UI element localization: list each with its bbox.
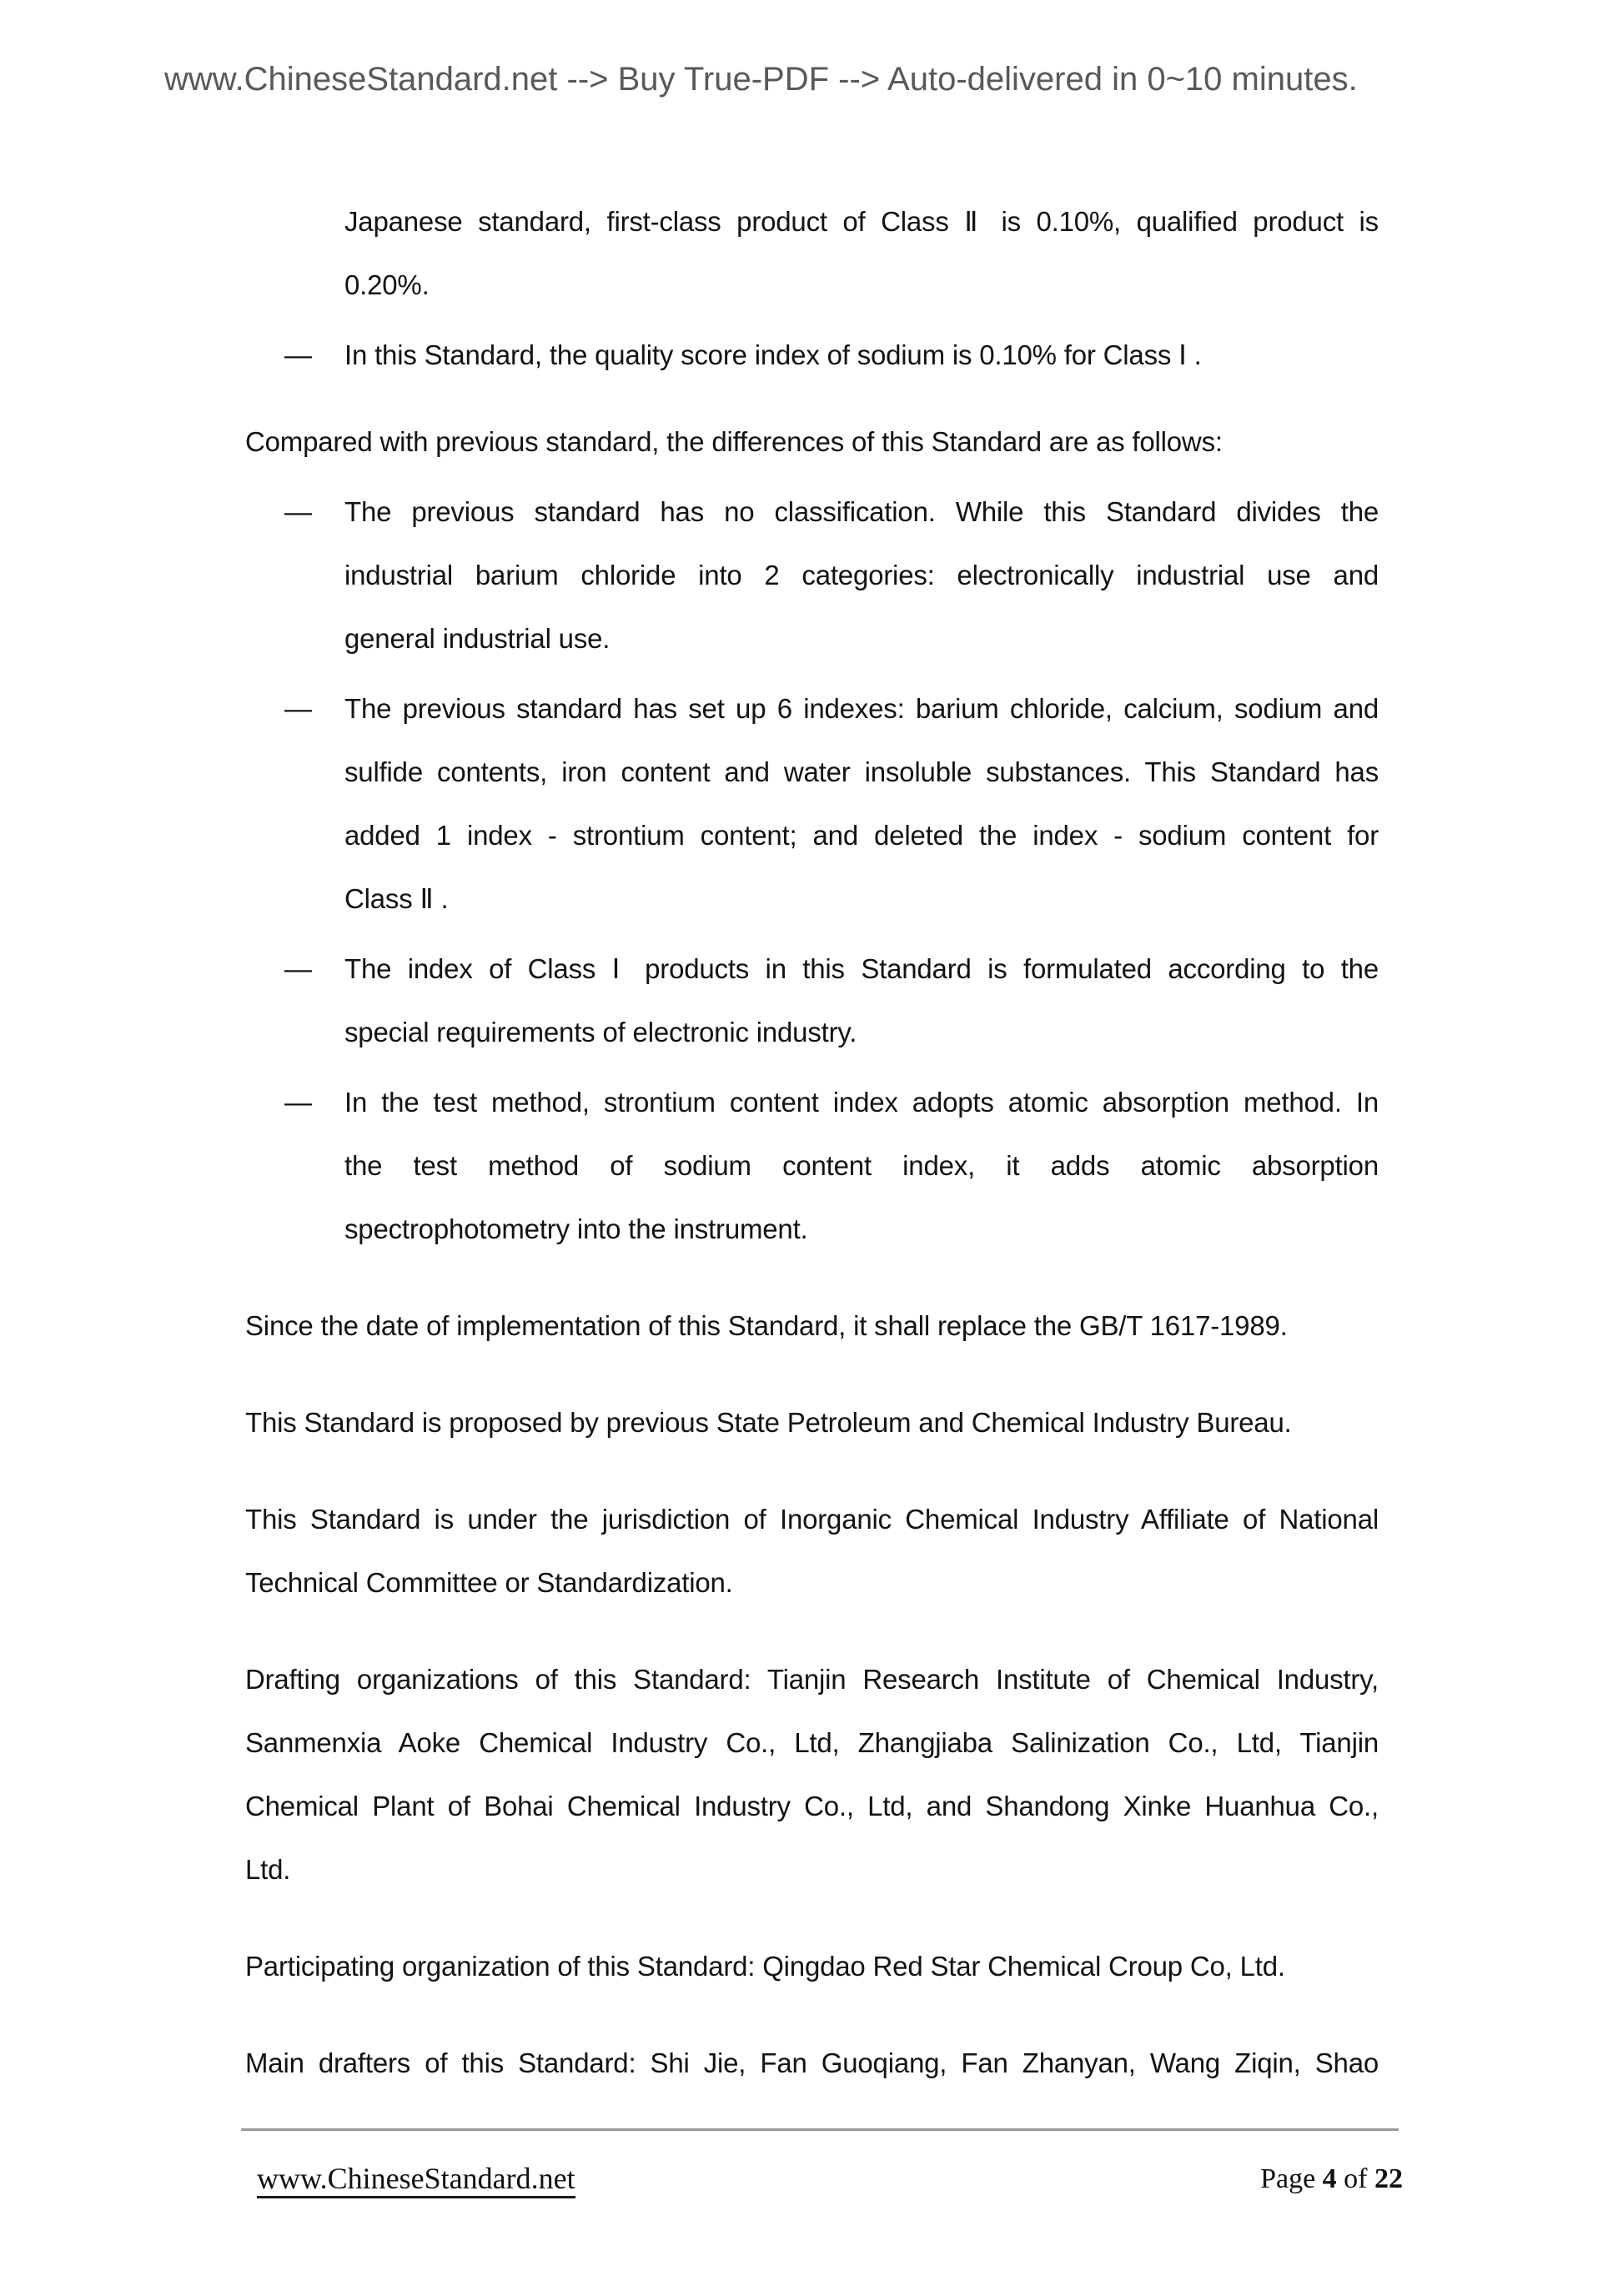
- bullet-item: [245, 677, 1379, 741]
- page-current: 4: [1322, 2163, 1337, 2194]
- text-line: In the test method, strontium content index adopts atomic absorption method. In: [344, 1087, 1379, 1118]
- footer-page-number: [1260, 2163, 1403, 2195]
- text-line: The index of Class Ⅰ products in this Standard is formulated according to the: [344, 953, 1379, 984]
- text-line: the test method of sodium content index, it adds atomic absorption: [344, 1150, 1379, 1181]
- text-line: The previous standard has set up 6 indexes: barium chloride, calcium, sodium and: [344, 693, 1379, 724]
- bullet-item: [245, 324, 1379, 387]
- text-line: added 1 index - strontium content; and deleted the index - sodium content for: [344, 820, 1379, 851]
- footer-site-link[interactable]: www.ChineseStandard.net: [257, 2162, 575, 2198]
- text-line: Compared with previous standard, the differences of this Standard are as follows:: [245, 426, 1223, 457]
- text-line: Ltd.: [245, 1854, 291, 1885]
- text-line: special requirements of electronic industry.: [344, 1017, 857, 1048]
- text-line: This Standard is under the jurisdiction of Inorganic Chemical Industry Affiliate of National: [245, 1504, 1379, 1535]
- document-body: [245, 190, 1379, 2095]
- text-line: In this Standard, the quality score index of sodium is 0.10% for Class Ⅰ .: [344, 339, 1202, 370]
- page-total: 22: [1374, 2163, 1403, 2194]
- text-line: Since the date of implementation of this Standard, it shall replace the GB/T 1617-1989.: [245, 1310, 1288, 1341]
- text-line: general industrial use.: [344, 623, 611, 654]
- bullet-dash: —: [284, 693, 312, 724]
- text-line: Main drafters of this Standard: Shi Jie, Fan Guoqiang, Fan Zhanyan, Wang Ziqin, Shao: [245, 2047, 1379, 2078]
- text-line: sulfide contents, iron content and water insoluble substances. This Standard has: [344, 756, 1379, 787]
- footer-divider: [241, 2128, 1399, 2131]
- text-line: industrial barium chloride into 2 categories: electronically industrial use and: [344, 560, 1379, 590]
- text-line: Class Ⅱ .: [344, 883, 449, 914]
- text-line: spectrophotometry into the instrument.: [344, 1213, 808, 1244]
- bullet-dash: —: [284, 953, 312, 984]
- text-line: Participating organization of this Standard: Qingdao Red Star Chemical Croup Co, Ltd.: [245, 1951, 1285, 1982]
- bullet-dash: —: [284, 339, 312, 370]
- text-line: This Standard is proposed by previous State Petroleum and Chemical Industry Bureau.: [245, 1407, 1292, 1438]
- text-line: Technical Committee or Standardization.: [245, 1567, 733, 1598]
- text-line: Chemical Plant of Bohai Chemical Industry Co., Ltd, and Shandong Xinke Huanhua Co.,: [245, 1791, 1379, 1821]
- text-line: Japanese standard, first-class product of Class Ⅱ is 0.10%, qualified product is: [344, 206, 1379, 237]
- bullet-dash: —: [284, 1087, 312, 1118]
- bullet-item: [245, 1071, 1379, 1134]
- header-url-banner: www.ChineseStandard.net --> Buy True-PDF --> Auto-delivered in 0~10 minutes.: [164, 61, 1358, 98]
- bullet-item: [245, 937, 1379, 1001]
- bullet-dash: —: [284, 496, 312, 527]
- text-line: 0.20%.: [344, 269, 430, 300]
- text-line: Drafting organizations of this Standard: Tianjin Research Institute of Chemical Industry,: [245, 1664, 1379, 1695]
- bullet-item: [245, 480, 1379, 544]
- page-of-label: of: [1344, 2163, 1368, 2194]
- text-line: Sanmenxia Aoke Chemical Industry Co., Ltd, Zhangjiaba Salinization Co., Ltd, Tianjin: [245, 1727, 1379, 1758]
- page-label: Page: [1260, 2163, 1316, 2194]
- text-line: The previous standard has no classification. While this Standard divides the: [344, 496, 1379, 527]
